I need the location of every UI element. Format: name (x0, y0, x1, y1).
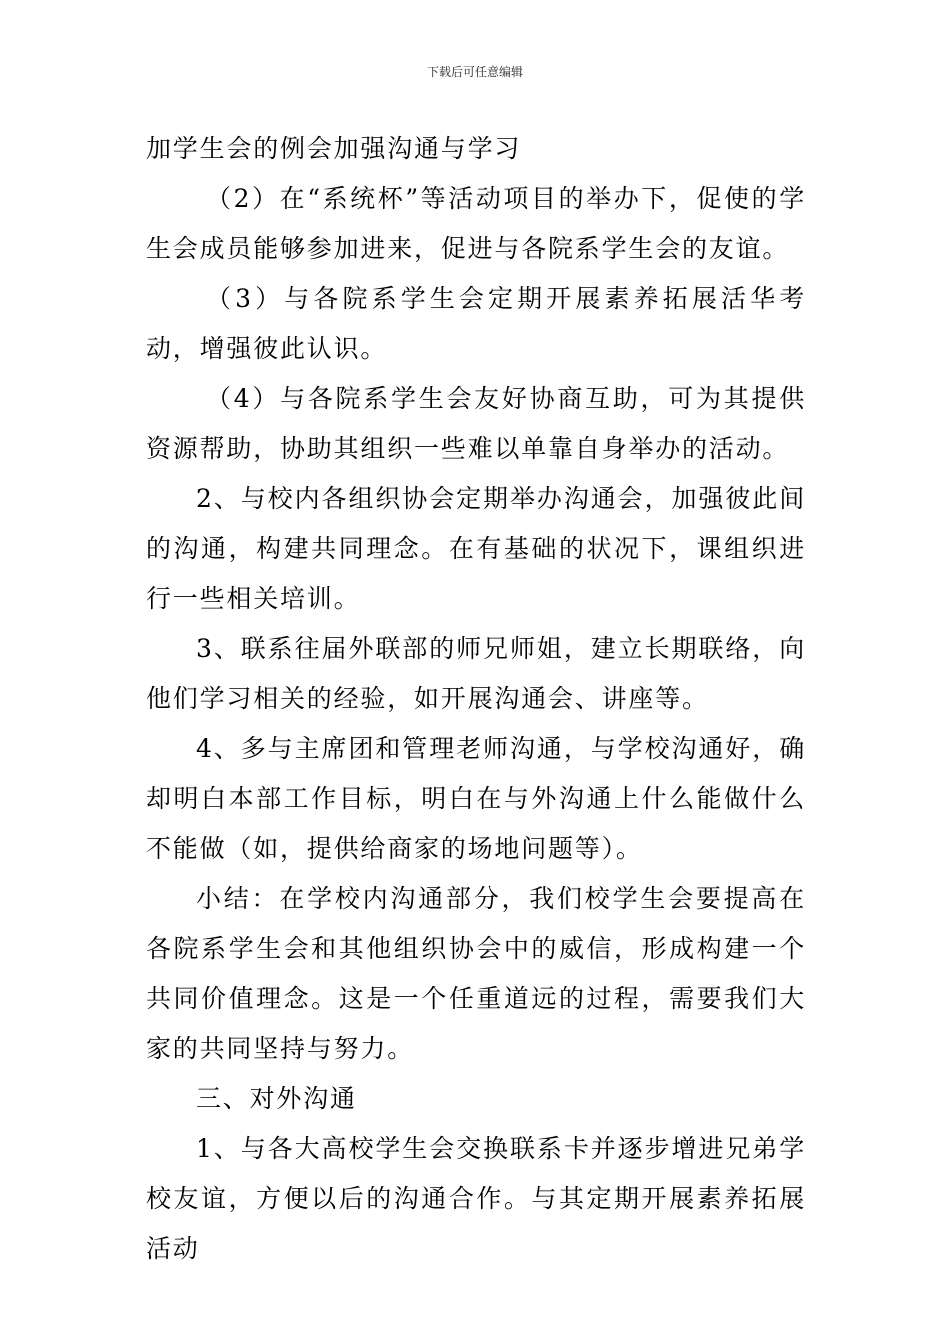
paragraph: （4）与各院系学生会友好协商互助，可为其提供资源帮助，协助其组织一些难以单靠自身举办的活动。 (146, 384, 806, 463)
body-text (146, 124, 806, 1274)
paragraph: 3、联系往届外联部的师兄师姐，建立长期联络，向他们学习相关的经验，如开展沟通会、讲座等。 (146, 634, 806, 713)
paragraph: 2、与校内各组织协会定期举办沟通会，加强彼此间的沟通，构建共同理念。在有基础的状况下，课组织进行一些相关培训。 (146, 484, 806, 613)
section-heading: 三、对外沟通 (196, 1084, 357, 1113)
page-header: 下载后可任意编辑 (426, 65, 523, 79)
paragraph: （2）在“系统杯”等活动项目的举办下，促使的学生会成员能够参加进来，促进与各院系学生会的友谊。 (146, 184, 806, 263)
paragraph: 加学生会的例会加强沟通与学习 (146, 134, 522, 163)
paragraph: （3）与各院系学生会定期开展素养拓展活华考动，增强彼此认识。 (146, 284, 806, 363)
paragraph: 4、多与主席团和管理老师沟通，与学校沟通好，确却明白本部工作目标，明白在与外沟通上什么能做什么不能做（如，提供给商家的场地问题等）。 (146, 734, 806, 863)
paragraph: 1、与各大高校学生会交换联系卡并逐步增进兄弟学校友谊，方便以后的沟通合作。与其定期开展素养拓展活动 (146, 1134, 806, 1263)
paragraph: 小结：在学校内沟通部分，我们校学生会要提高在各院系学生会和其他组织协会中的威信，形成构建一个共同价值理念。这是一个任重道远的过程，需要我们大家的共同坚持与努力。 (146, 884, 806, 1063)
